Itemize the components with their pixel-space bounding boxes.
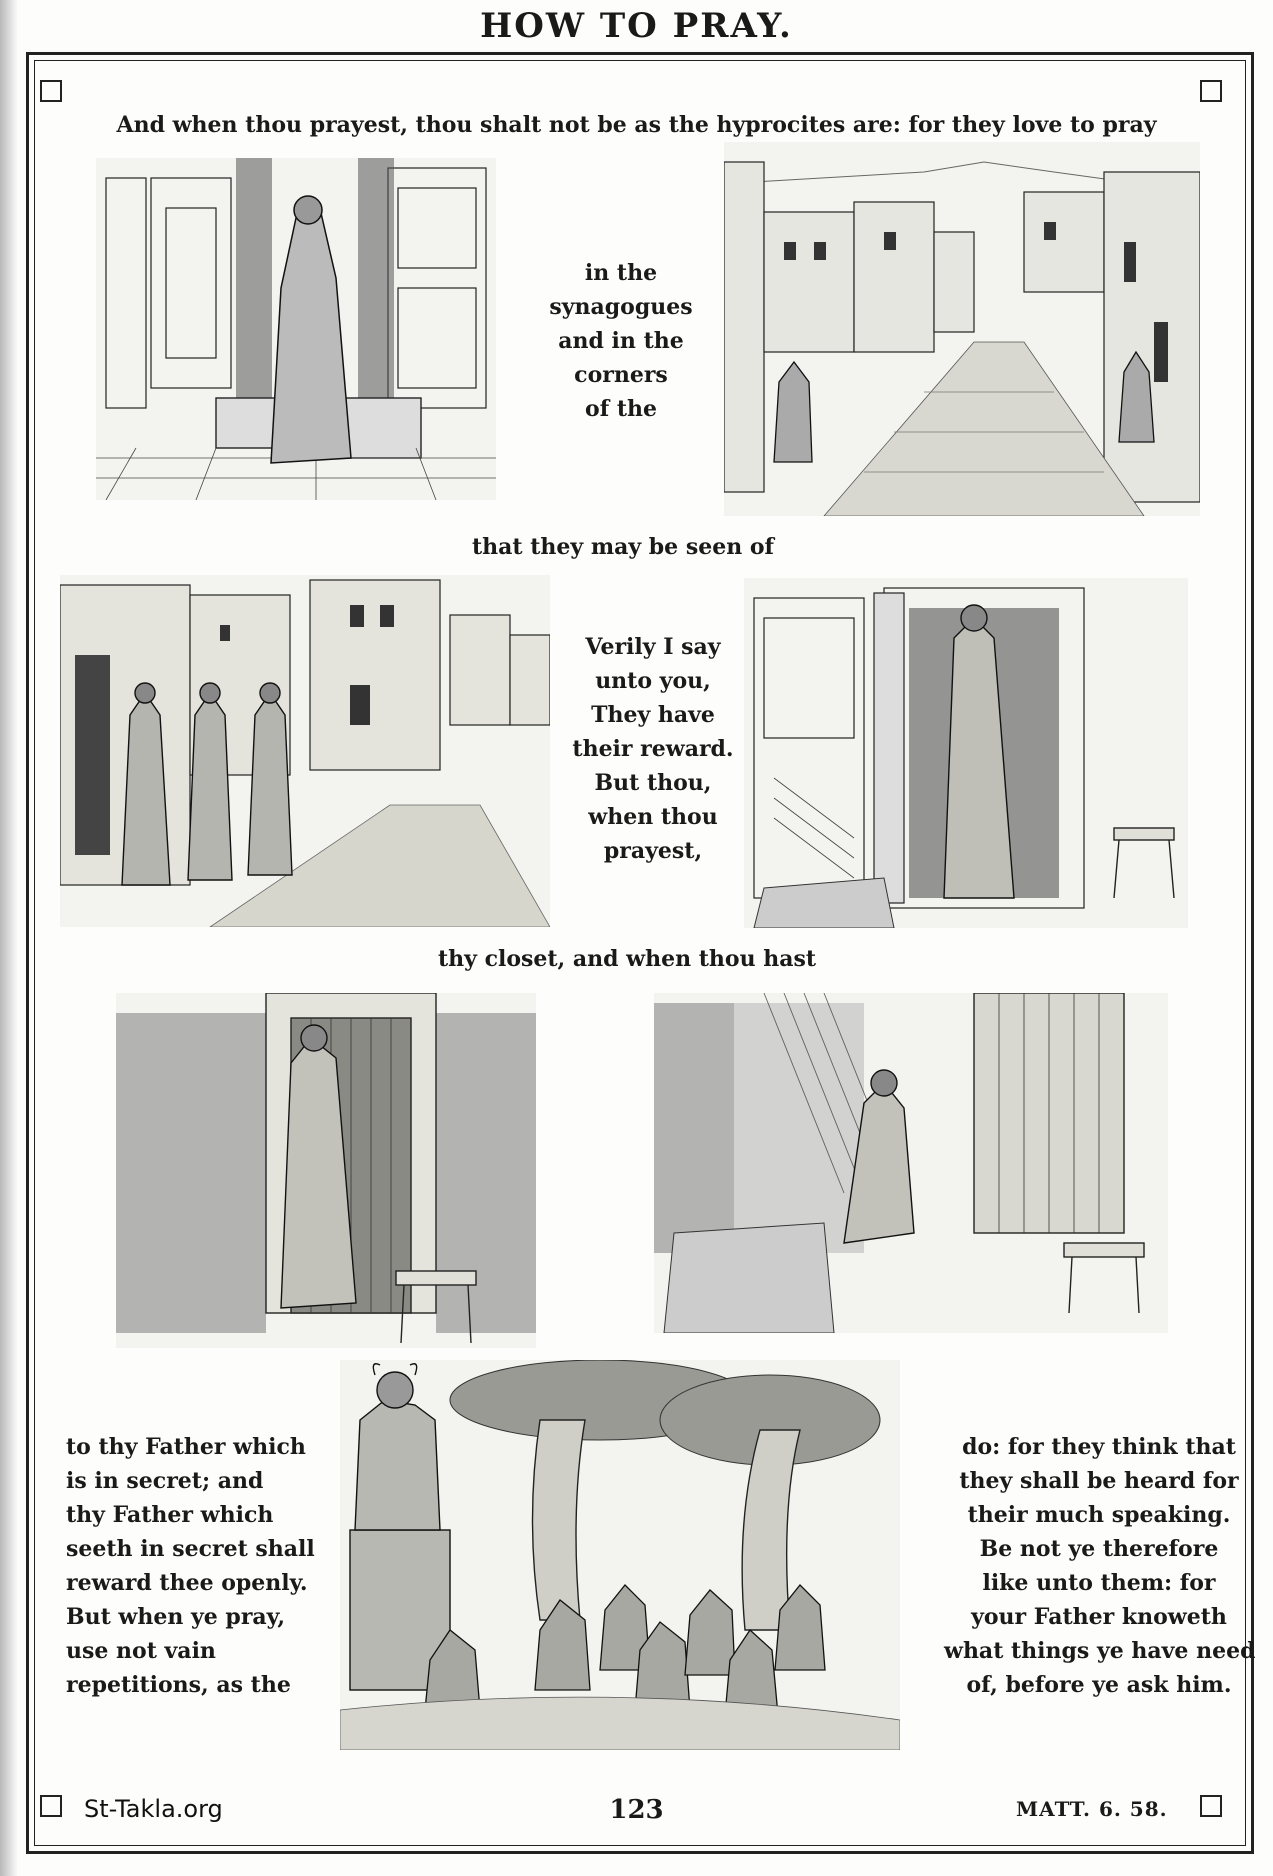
caption-text: do: for they think that [962,1434,1236,1460]
synagogue-prayer-illustration [96,158,496,500]
shutting-door-illustration [116,993,536,1348]
caption-text: and in the [558,328,684,354]
caption-text: But when ye pray, [66,1604,286,1630]
caption-text: seeth in secret shall [66,1536,315,1562]
caption-text: is in secret; and [66,1468,264,1494]
caption-text: synagogues [549,294,693,320]
caption-left-4 [66,1430,315,1702]
caption-line-3: thy closet, and when thou hast [437,946,817,972]
caption-text: They have [591,702,715,728]
page-title: HOW TO PRAY. [480,6,793,46]
men-praying-in-street-illustration [60,575,550,927]
caption-text: But thou, [594,770,712,796]
caption-text: of, before ye ask him. [966,1672,1232,1698]
praying-in-secret-illustration [654,993,1168,1333]
caption-middle-1 [518,256,724,426]
caption-text: use not vain [66,1638,216,1664]
caption-text: like unto them: for [982,1570,1216,1596]
caption-text: when thou [588,804,718,830]
caption-line-1: And when thou prayest, thou shalt not be as the hyprocites are: for they love to pray [116,112,1157,138]
street-corner-illustration [724,142,1200,516]
caption-text: thy Father which [66,1502,274,1528]
entering-closet-illustration [744,578,1188,928]
caption-text: in the [584,260,658,286]
caption-text: their much speaking. [967,1502,1231,1528]
corner-ornament-top-right [1200,80,1222,102]
caption-text: reward thee openly. [66,1570,308,1596]
caption-right-4 [944,1430,1254,1702]
caption-middle-2 [564,630,742,868]
caption-text: of the [585,396,657,422]
corner-ornament-top-left [40,80,62,102]
caption-text: what things ye have need [944,1638,1256,1664]
caption-text: your Father knoweth [971,1604,1227,1630]
caption-text: corners [574,362,668,388]
caption-text: Verily I say [585,634,721,660]
caption-text: prayest, [603,838,703,864]
page-number: 123 [609,1795,664,1825]
scripture-reference: MATT. 6. 58. [1016,1797,1168,1821]
caption-text: Be not ye therefore [979,1536,1219,1562]
caption-text: to thy Father which [66,1434,306,1460]
site-watermark: St-Takla.org [84,1795,223,1823]
book-spine-shadow [0,0,18,1876]
caption-text: they shall be heard for [959,1468,1239,1494]
caption-text: unto you, [595,668,711,694]
caption-line-2: that they may be seen of [471,534,775,560]
caption-text: repetitions, as the [66,1672,291,1698]
heathen-idol-worship-illustration [340,1360,900,1750]
caption-text: their reward. [572,736,734,762]
